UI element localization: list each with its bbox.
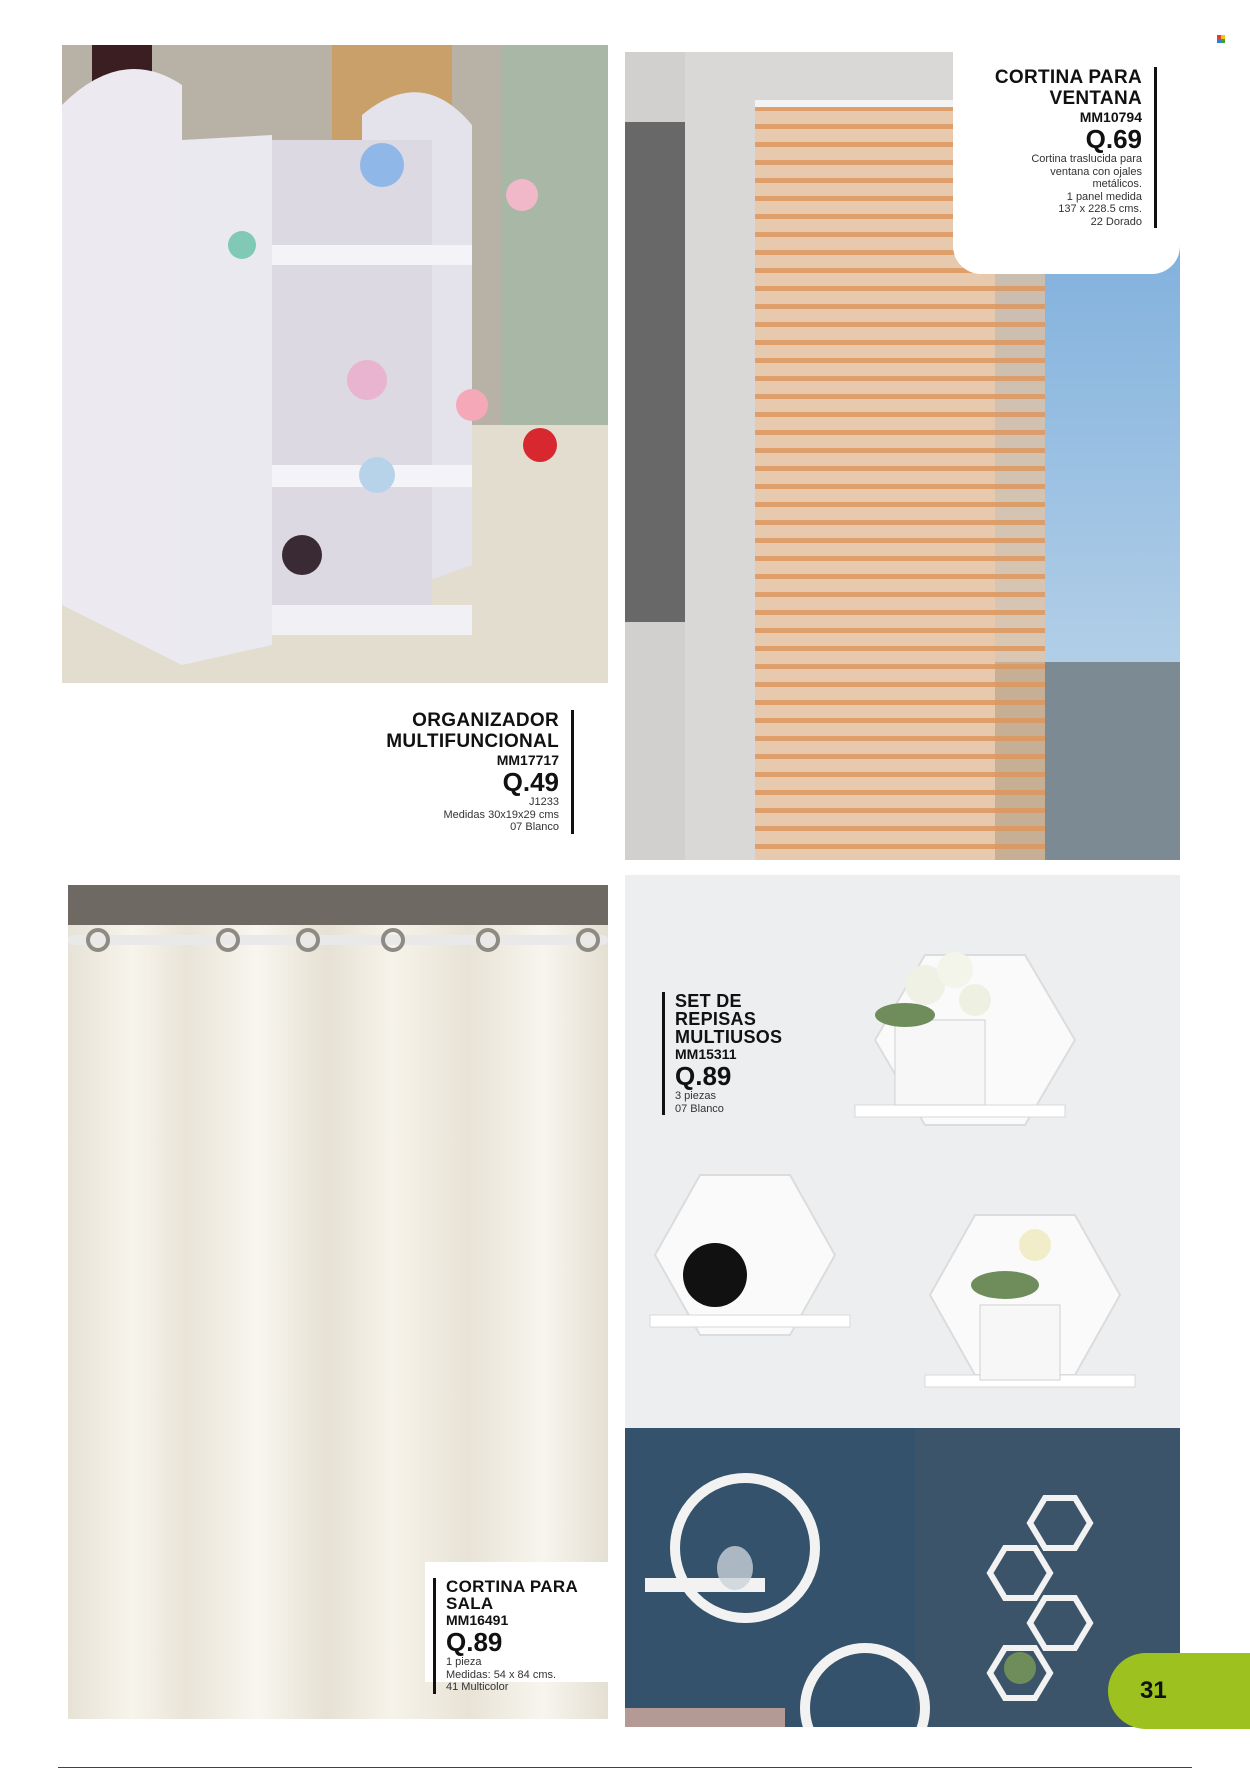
footer-divider (58, 1767, 1192, 1768)
product-detail: 07 Blanco (675, 1102, 724, 1115)
cortina-sala-label (433, 1578, 578, 1694)
product-detail: 41 Multicolor (446, 1681, 509, 1693)
product-title: SET DE (675, 991, 742, 1011)
product-detail: 3 piezas (675, 1090, 716, 1102)
product-price: Q.49 (502, 767, 559, 797)
product-code: MM16491 (446, 1612, 509, 1628)
product-title: CORTINA PARA (994, 67, 1142, 88)
repisas-photo (625, 875, 1180, 1428)
product-title: CORTINA PARA (446, 1577, 579, 1596)
product-detail: 1 pieza (446, 1656, 482, 1668)
product-code: MM17717 (496, 752, 559, 768)
product-code: MM10794 (1079, 109, 1142, 125)
repisas-photo-blue-wall (625, 1428, 1180, 1727)
product-title: REPISAS (675, 1009, 757, 1029)
product-detail: 22 Dorado (1090, 215, 1142, 228)
organizador-photo (62, 45, 608, 683)
product-title: MULTIUSOS (675, 1027, 783, 1047)
product-code: MM15311 (675, 1046, 737, 1062)
repisas-label (662, 992, 782, 1115)
product-detail: metálicos. (1092, 178, 1142, 190)
product-detail: ventana con ojales (1050, 165, 1142, 178)
product-title: SALA (446, 1594, 494, 1613)
cortina-ventana-label (995, 67, 1157, 228)
product-title: MULTIFUNCIONAL (386, 731, 559, 752)
color-registration-mark (1217, 35, 1225, 43)
product-detail: 07 Blanco (510, 821, 559, 833)
organizador-label (386, 710, 574, 834)
product-detail: Cortina traslucida para (1031, 153, 1142, 165)
product-detail: Medidas: 54 x 84 cms. (446, 1668, 557, 1681)
page-number: 31 (1108, 1653, 1250, 1729)
product-price: Q.69 (1085, 124, 1142, 154)
product-price: Q.89 (446, 1627, 503, 1657)
product-detail: Medidas 30x19x29 cms (443, 808, 559, 821)
product-detail: 137 x 228.5 cms. (1058, 203, 1142, 215)
product-detail: J1233 (529, 796, 559, 808)
product-title: VENTANA (1049, 88, 1142, 109)
product-price: Q.89 (675, 1061, 732, 1091)
product-title: ORGANIZADOR (412, 710, 559, 731)
product-detail: 1 panel medida (1066, 190, 1142, 203)
